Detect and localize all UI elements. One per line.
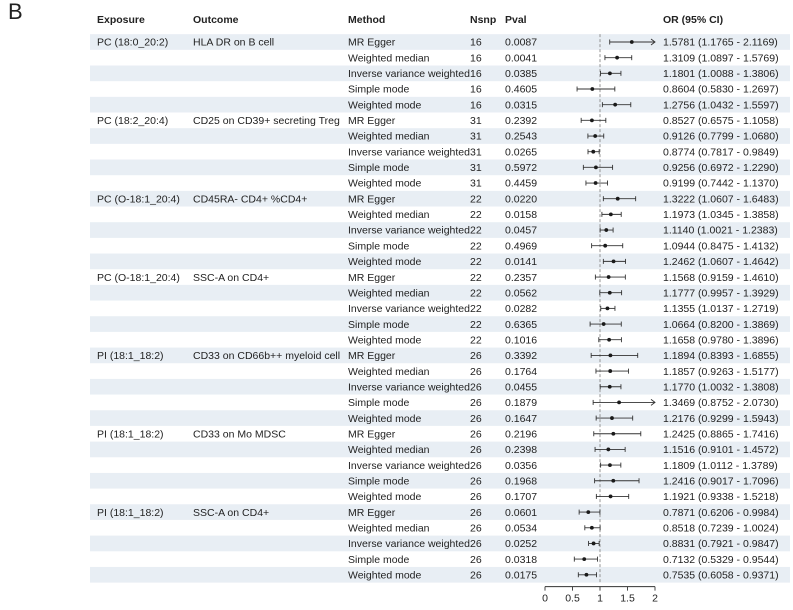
nsnp-value: 26 bbox=[470, 381, 482, 394]
pval-value: 0.0265 bbox=[505, 146, 538, 159]
nsnp-value: 26 bbox=[470, 491, 482, 504]
method-label: Inverse variance weighted bbox=[348, 538, 470, 551]
method-label: MR Egger bbox=[348, 428, 396, 441]
x-tick-label: 1 bbox=[597, 592, 603, 605]
method-label: MR Egger bbox=[348, 193, 396, 206]
exposure-label: PC (18:2_20:4) bbox=[97, 115, 169, 128]
or-point bbox=[606, 448, 610, 452]
exposure-label: PC (18:0_20:2) bbox=[97, 36, 169, 49]
nsnp-value: 22 bbox=[470, 271, 482, 284]
outcome-label: SSC-A on CD4+ bbox=[193, 271, 270, 284]
pval-value: 0.4459 bbox=[505, 177, 538, 190]
header-nsnp: Nsnp bbox=[470, 14, 497, 26]
pval-value: 0.1764 bbox=[505, 365, 538, 378]
method-label: Weighted mode bbox=[348, 99, 422, 112]
method-label: Weighted median bbox=[348, 209, 430, 222]
pval-value: 0.1968 bbox=[505, 475, 538, 488]
pval-value: 0.0175 bbox=[505, 569, 538, 582]
pval-value: 0.0601 bbox=[505, 506, 538, 519]
or-point bbox=[617, 401, 621, 405]
or-ci-value: 0.8518 (0.7239 - 1.0024) bbox=[663, 522, 779, 535]
or-ci-value: 0.7132 (0.5329 - 0.9544) bbox=[663, 553, 779, 566]
or-ci-value: 0.8527 (0.6575 - 1.1058) bbox=[663, 115, 779, 128]
pval-value: 0.2392 bbox=[505, 115, 538, 128]
pval-value: 0.5972 bbox=[505, 162, 538, 175]
or-point bbox=[611, 479, 615, 483]
pval-value: 0.0315 bbox=[505, 99, 538, 112]
nsnp-value: 26 bbox=[470, 350, 482, 363]
method-label: Simple mode bbox=[348, 318, 410, 331]
or-ci-value: 0.8774 (0.7817 - 0.9849) bbox=[663, 146, 779, 159]
nsnp-value: 26 bbox=[470, 475, 482, 488]
method-label: MR Egger bbox=[348, 271, 396, 284]
nsnp-value: 26 bbox=[470, 397, 482, 410]
or-point bbox=[613, 103, 617, 107]
nsnp-value: 26 bbox=[470, 538, 482, 551]
or-point bbox=[608, 71, 612, 75]
or-point bbox=[592, 542, 596, 546]
pval-value: 0.0356 bbox=[505, 459, 538, 472]
pval-value: 0.3392 bbox=[505, 350, 538, 363]
or-point bbox=[591, 150, 595, 154]
or-point bbox=[586, 510, 590, 514]
nsnp-value: 31 bbox=[470, 162, 482, 175]
or-ci-value: 1.2462 (1.0607 - 1.4642) bbox=[663, 256, 779, 269]
pval-value: 0.2357 bbox=[505, 271, 538, 284]
or-ci-value: 0.9256 (0.6972 - 1.2290) bbox=[663, 162, 779, 175]
or-point bbox=[630, 40, 634, 44]
method-label: Weighted mode bbox=[348, 569, 422, 582]
method-label: Simple mode bbox=[348, 475, 410, 488]
or-point bbox=[590, 118, 594, 122]
or-ci-value: 0.9199 (0.7442 - 1.1370) bbox=[663, 177, 779, 190]
or-ci-value: 1.5781 (1.1765 - 2.1169) bbox=[663, 36, 778, 49]
or-point bbox=[608, 463, 612, 467]
nsnp-value: 31 bbox=[470, 130, 482, 143]
nsnp-value: 22 bbox=[470, 193, 482, 206]
nsnp-value: 31 bbox=[470, 115, 482, 128]
nsnp-value: 16 bbox=[470, 99, 482, 112]
or-point bbox=[594, 165, 598, 169]
or-ci-value: 1.2416 (0.9017 - 1.7096) bbox=[663, 475, 779, 488]
method-label: Simple mode bbox=[348, 240, 410, 253]
or-point bbox=[604, 228, 608, 232]
nsnp-value: 22 bbox=[470, 287, 482, 300]
header-exposure: Exposure bbox=[97, 14, 145, 26]
method-label: MR Egger bbox=[348, 506, 396, 519]
or-ci-value: 1.3222 (1.0607 - 1.6483) bbox=[663, 193, 779, 206]
or-ci-value: 1.1355 (1.0137 - 1.2719) bbox=[663, 303, 779, 316]
pval-value: 0.0141 bbox=[505, 256, 538, 269]
nsnp-value: 22 bbox=[470, 303, 482, 316]
method-label: Weighted median bbox=[348, 287, 430, 300]
exposure-label: PC (O-18:1_20:4) bbox=[97, 193, 180, 206]
pval-value: 0.0318 bbox=[505, 553, 538, 566]
pval-value: 0.6365 bbox=[505, 318, 538, 331]
or-point bbox=[590, 87, 594, 91]
x-tick-label: 0 bbox=[542, 592, 548, 605]
method-label: MR Egger bbox=[348, 115, 396, 128]
outcome-label: CD25 on CD39+ secreting Treg bbox=[193, 115, 340, 128]
nsnp-value: 16 bbox=[470, 36, 482, 49]
method-label: Weighted median bbox=[348, 130, 430, 143]
pval-value: 0.1647 bbox=[505, 412, 538, 425]
or-ci-value: 1.1809 (1.0112 - 1.3789) bbox=[663, 459, 778, 472]
method-label: Weighted median bbox=[348, 444, 430, 457]
nsnp-value: 26 bbox=[470, 506, 482, 519]
nsnp-value: 16 bbox=[470, 68, 482, 81]
or-point bbox=[612, 259, 616, 263]
or-point bbox=[610, 416, 614, 420]
or-point bbox=[606, 306, 610, 310]
or-ci-value: 1.1973 (1.0345 - 1.3858) bbox=[663, 209, 779, 222]
pval-value: 0.0457 bbox=[505, 224, 538, 237]
or-ci-value: 1.1140 (1.0021 - 1.2383) bbox=[663, 224, 778, 237]
pval-value: 0.1707 bbox=[505, 491, 538, 504]
outcome-label: CD33 on CD66b++ myeloid cell bbox=[193, 350, 341, 363]
pval-value: 0.0252 bbox=[505, 538, 538, 551]
nsnp-value: 22 bbox=[470, 209, 482, 222]
nsnp-value: 26 bbox=[470, 553, 482, 566]
outcome-label: CD45RA- CD4+ %CD4+ bbox=[193, 193, 308, 206]
pval-value: 0.2398 bbox=[505, 444, 538, 457]
method-label: Inverse variance weighted bbox=[348, 459, 470, 472]
nsnp-value: 22 bbox=[470, 256, 482, 269]
method-label: Simple mode bbox=[348, 397, 410, 410]
nsnp-value: 22 bbox=[470, 318, 482, 331]
or-ci-value: 1.2176 (0.9299 - 1.5943) bbox=[663, 412, 779, 425]
panel-label: B bbox=[8, 0, 23, 24]
or-ci-value: 1.1568 (0.9159 - 1.4610) bbox=[663, 271, 779, 284]
pval-value: 0.4969 bbox=[505, 240, 538, 253]
nsnp-value: 16 bbox=[470, 52, 482, 65]
or-point bbox=[607, 338, 611, 342]
or-point bbox=[608, 291, 612, 295]
or-ci-value: 1.3469 (0.8752 - 2.0730) bbox=[663, 397, 779, 410]
or-ci-value: 1.1658 (0.9780 - 1.3896) bbox=[663, 334, 779, 347]
method-label: Inverse variance weighted bbox=[348, 224, 470, 237]
nsnp-value: 22 bbox=[470, 334, 482, 347]
or-ci-value: 1.1777 (0.9957 - 1.3929) bbox=[663, 287, 779, 300]
or-point bbox=[602, 322, 606, 326]
or-ci-value: 0.8831 (0.7921 - 0.9847) bbox=[663, 538, 779, 551]
header-or-ci: OR (95% CI) bbox=[663, 14, 724, 26]
method-label: MR Egger bbox=[348, 350, 396, 363]
pval-value: 0.0282 bbox=[505, 303, 538, 316]
or-point bbox=[593, 134, 597, 138]
or-point bbox=[594, 181, 598, 185]
outcome-label: CD33 on Mo MDSC bbox=[193, 428, 286, 441]
or-point bbox=[582, 557, 586, 561]
or-ci-value: 1.0944 (0.8475 - 1.4132) bbox=[663, 240, 779, 253]
method-label: Inverse variance weighted bbox=[348, 68, 470, 81]
method-label: Weighted mode bbox=[348, 334, 422, 347]
or-ci-value: 1.3109 (1.0897 - 1.5769) bbox=[663, 52, 779, 65]
or-ci-value: 1.1894 (0.8393 - 1.6855) bbox=[663, 350, 779, 363]
pval-value: 0.2543 bbox=[505, 130, 538, 143]
or-ci-value: 0.8604 (0.5830 - 1.2697) bbox=[663, 83, 779, 96]
or-ci-value: 0.7871 (0.6206 - 0.9984) bbox=[663, 506, 779, 519]
outcome-label: HLA DR on B cell bbox=[193, 36, 275, 49]
nsnp-value: 22 bbox=[470, 224, 482, 237]
exposure-label: PC (O-18:1_20:4) bbox=[97, 271, 180, 284]
or-point bbox=[609, 212, 613, 216]
method-label: Simple mode bbox=[348, 553, 410, 566]
or-point bbox=[585, 573, 589, 577]
or-point bbox=[609, 495, 613, 499]
method-label: Simple mode bbox=[348, 162, 410, 175]
pval-value: 0.0562 bbox=[505, 287, 538, 300]
nsnp-value: 26 bbox=[470, 428, 482, 441]
x-tick-label: 2 bbox=[652, 592, 658, 605]
outcome-label: SSC-A on CD4+ bbox=[193, 506, 270, 519]
pval-value: 0.1879 bbox=[505, 397, 538, 410]
or-point bbox=[615, 56, 619, 60]
pval-value: 0.0455 bbox=[505, 381, 538, 394]
method-label: Weighted mode bbox=[348, 256, 422, 269]
x-tick-label: 0.5 bbox=[565, 592, 580, 605]
header-pval: Pval bbox=[505, 14, 527, 26]
or-ci-value: 1.1801 (1.0088 - 1.3806) bbox=[663, 68, 779, 81]
or-ci-value: 0.7535 (0.6058 - 0.9371) bbox=[663, 569, 779, 582]
or-point bbox=[611, 432, 615, 436]
header-outcome: Outcome bbox=[193, 14, 239, 26]
nsnp-value: 26 bbox=[470, 412, 482, 425]
nsnp-value: 26 bbox=[470, 569, 482, 582]
exposure-label: PI (18:1_18:2) bbox=[97, 428, 164, 441]
exposure-label: PI (18:1_18:2) bbox=[97, 506, 164, 519]
or-ci-value: 1.1770 (1.0032 - 1.3808) bbox=[663, 381, 779, 394]
method-label: Weighted mode bbox=[348, 412, 422, 425]
pval-value: 0.0385 bbox=[505, 68, 538, 81]
pval-value: 0.2196 bbox=[505, 428, 538, 441]
or-ci-value: 1.1921 (0.9338 - 1.5218) bbox=[663, 491, 779, 504]
or-ci-value: 1.2425 (0.8865 - 1.7416) bbox=[663, 428, 779, 441]
exposure-label: PI (18:1_18:2) bbox=[97, 350, 164, 363]
or-point bbox=[603, 244, 607, 248]
method-label: Weighted median bbox=[348, 365, 430, 378]
nsnp-value: 26 bbox=[470, 444, 482, 457]
or-ci-value: 0.9126 (0.7799 - 1.0680) bbox=[663, 130, 779, 143]
nsnp-value: 31 bbox=[470, 146, 482, 159]
pval-value: 0.0534 bbox=[505, 522, 538, 535]
or-ci-value: 1.1516 (0.9101 - 1.4572) bbox=[663, 444, 779, 457]
method-label: Inverse variance weighted bbox=[348, 303, 470, 316]
pval-value: 0.0041 bbox=[505, 52, 538, 65]
nsnp-value: 26 bbox=[470, 522, 482, 535]
method-label: Weighted median bbox=[348, 52, 430, 65]
x-tick-label: 1.5 bbox=[620, 592, 635, 605]
method-label: Simple mode bbox=[348, 83, 410, 96]
method-label: Weighted mode bbox=[348, 177, 422, 190]
method-label: Weighted median bbox=[348, 522, 430, 535]
method-label: MR Egger bbox=[348, 36, 396, 49]
nsnp-value: 26 bbox=[470, 365, 482, 378]
or-ci-value: 1.2756 (1.0432 - 1.5597) bbox=[663, 99, 779, 112]
header-method: Method bbox=[348, 14, 386, 26]
nsnp-value: 22 bbox=[470, 240, 482, 253]
method-label: Inverse variance weighted bbox=[348, 146, 470, 159]
or-point bbox=[608, 369, 612, 373]
nsnp-value: 16 bbox=[470, 83, 482, 96]
pval-value: 0.0087 bbox=[505, 36, 538, 49]
pval-value: 0.0158 bbox=[505, 209, 538, 222]
nsnp-value: 26 bbox=[470, 459, 482, 472]
pval-value: 0.1016 bbox=[505, 334, 538, 347]
or-point bbox=[608, 385, 612, 389]
pval-value: 0.4605 bbox=[505, 83, 538, 96]
or-ci-value: 1.1857 (0.9263 - 1.5177) bbox=[663, 365, 779, 378]
nsnp-value: 31 bbox=[470, 177, 482, 190]
or-point bbox=[609, 354, 613, 358]
or-point bbox=[590, 526, 594, 530]
method-label: Weighted mode bbox=[348, 491, 422, 504]
or-ci-value: 1.0664 (0.8200 - 1.3869) bbox=[663, 318, 779, 331]
pval-value: 0.0220 bbox=[505, 193, 538, 206]
method-label: Inverse variance weighted bbox=[348, 381, 470, 394]
or-point bbox=[607, 275, 611, 279]
or-point bbox=[616, 197, 620, 201]
